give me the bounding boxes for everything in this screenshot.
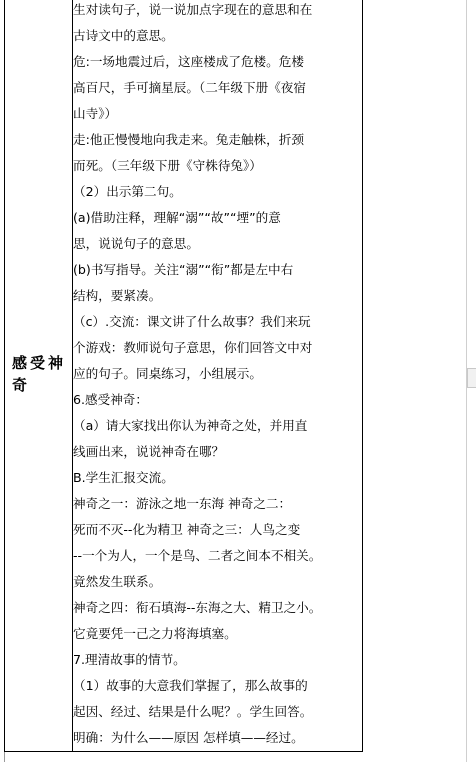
content-line: 它竟要凭一己之力将海填塞。 — [73, 626, 237, 641]
content-line: 而死。（三年级下册《守株待兔》） — [73, 158, 262, 173]
content-line: 生对读句子，说一说加点字现在的意思和在 — [73, 2, 313, 17]
page-break-marker — [467, 368, 476, 388]
content-line: 山寺》） — [73, 106, 118, 121]
content-line: 个游戏：教师说句子意思，你们回答文中对 — [73, 340, 313, 355]
stage-cell — [5, 0, 73, 752]
content-line: 6.感受神奇： — [73, 392, 148, 407]
stage-label-line-1: 感受神 — [12, 354, 67, 372]
stage-label-line-2: 奇 — [12, 376, 31, 394]
content-line: 起因、经过、结果是什么呢？。学生回答。 — [73, 704, 313, 719]
content-line: 走:他正慢慢地向我走来。兔走触株，折颈 — [73, 132, 304, 147]
content-line: 结构，要紧凑。 — [73, 288, 162, 303]
content-line: 高百尺，手可摘星辰。（二年级下册《夜宿 — [73, 80, 306, 95]
table-row — [5, 0, 363, 752]
content-line: 神奇之一：游泳之地一东海 神奇之二： — [73, 496, 292, 511]
content-line: （c）.交流：课文讲了什么故事？我们来玩 — [73, 314, 311, 329]
content-line: 思，说说句子的意思。 — [73, 236, 199, 251]
content-line: 明确：为什么——原因 怎样填——经过。 — [73, 730, 304, 745]
content-line: （1）故事的大意我们掌握了，那么故事的 — [73, 678, 308, 693]
content-line: 竟然发生联系。 — [73, 574, 162, 589]
content-line: 7.理清故事的情节。 — [73, 652, 186, 667]
content-line: 古诗文中的意思。 — [73, 28, 174, 43]
content-line: 危:一场地震过后，这座楼成了危楼。危楼 — [73, 54, 304, 69]
content-line: 线画出来，说说神奇在哪？ — [73, 444, 225, 459]
content-lines — [73, 0, 362, 751]
content-line: 神奇之四：衔石填海--东海之大、精卫之小。 — [73, 600, 322, 615]
content-line: B.学生汇报交流。 — [73, 470, 174, 485]
content-line: （2）出示第二句。 — [73, 184, 182, 199]
content-line: --一个为人，一个是鸟、二者之间本不相关。 — [73, 548, 322, 563]
lesson-plan-table — [4, 0, 363, 752]
content-line: (a)借助注释，理解“溺”“故”“堙”的意 — [73, 210, 281, 225]
content-line: （a）请大家找出你认为神奇之处，并用直 — [73, 418, 308, 433]
content-cell — [73, 0, 363, 752]
content-line: (b)书写指导。关注“溺”“衔”都是左中右 — [73, 262, 294, 277]
content-line: 应的句子。同桌练习，小组展示。 — [73, 366, 262, 381]
content-line: 死而不灭--化为精卫 神奇之三：人鸟之变 — [73, 522, 301, 537]
